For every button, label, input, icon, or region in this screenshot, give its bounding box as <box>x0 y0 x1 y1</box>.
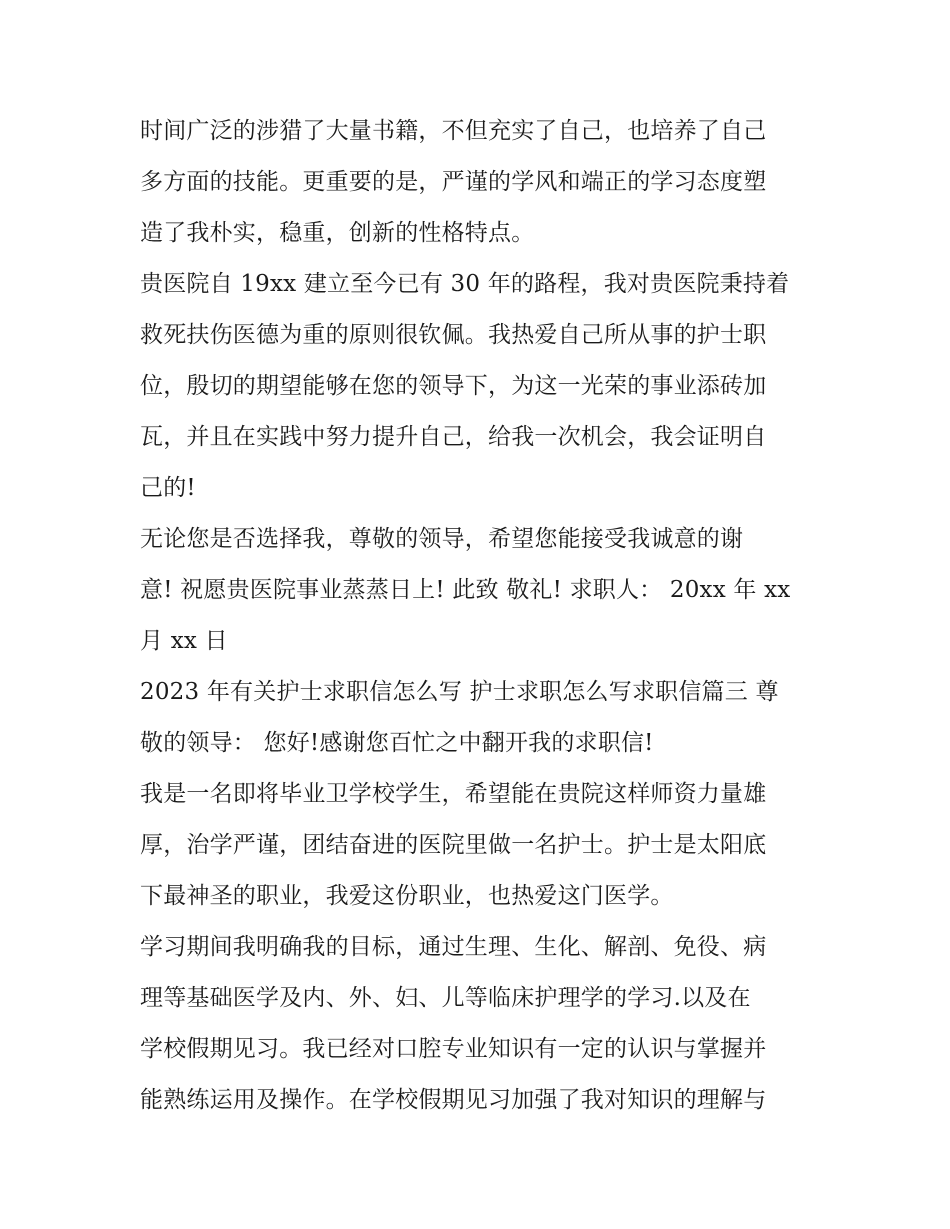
text-line: 瓦，并且在实践中努力提升自己，给我一次机会，我会证明自 <box>140 424 767 450</box>
text-line: 我是一名即将毕业卫学校学生，希望能在贵院这样师资力量雄 <box>140 781 767 807</box>
text-line: 贵医院自 19xx 建立至今已有 30 年的路程，我对贵医院秉持着 <box>140 271 790 297</box>
text-line: 救死扶伤医德为重的原则很钦佩。我热爱自己所从事的护士职 <box>140 322 767 348</box>
text-line: 月 xx 日 <box>140 628 228 654</box>
text-line: 时间广泛的涉猎了大量书籍，不但充实了自己，也培养了自己 <box>140 118 767 144</box>
document-text-body <box>140 106 812 1126</box>
text-line: 己的! <box>140 475 196 501</box>
text-line: 2023 年有关护士求职信怎么写 护士求职怎么写求职信篇三 尊 <box>140 679 779 705</box>
text-line: 下最神圣的职业，我爱这份职业，也热爱这门医学。 <box>140 883 674 909</box>
text-line: 位，殷切的期望能够在您的领导下，为这一光荣的事业添砖加 <box>140 373 767 399</box>
text-line: 学习期间我明确我的目标，通过生理、生化、解剖、免役、病 <box>140 934 767 960</box>
text-line: 敬的领导： 您好!感谢您百忙之中翻开我的求职信! <box>140 730 654 756</box>
text-line: 理等基础医学及内、外、妇、儿等临床护理学的学习.以及在 <box>140 985 751 1011</box>
text-line: 多方面的技能。更重要的是，严谨的学风和端正的学习态度塑 <box>140 169 767 195</box>
text-line: 能熟练运用及操作。在学校假期见习加强了我对知识的理解与 <box>140 1087 767 1113</box>
text-line: 造了我朴实，稳重，创新的性格特点。 <box>140 220 535 246</box>
text-line: 意! 祝愿贵医院事业蒸蒸日上! 此致 敬礼! 求职人： 20xx 年 xx <box>140 577 791 603</box>
text-line: 厚，治学严谨，团结奋进的医院里做一名护士。护士是太阳底 <box>140 832 767 858</box>
text-line: 学校假期见习。我已经对口腔专业知识有一定的认识与掌握并 <box>140 1036 767 1062</box>
text-line: 无论您是否选择我，尊敬的领导，希望您能接受我诚意的谢 <box>140 526 744 552</box>
